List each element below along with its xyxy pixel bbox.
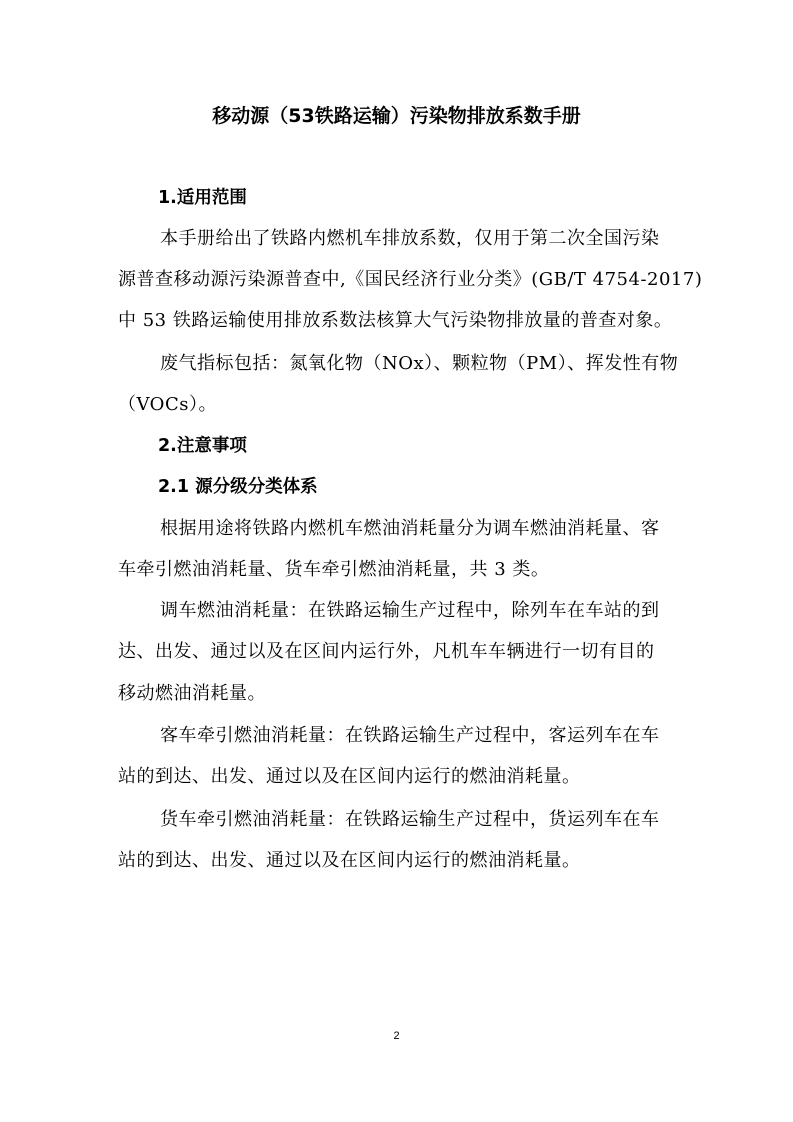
paragraph-line: （VOCs）。: [118, 394, 217, 415]
document-title: 移动源（53铁路运输）污染物排放系数手册: [212, 105, 581, 127]
subsection-heading-classification: 2.1 源分级分类体系: [158, 477, 318, 497]
section-heading-scope: 1.适用范围: [158, 188, 247, 208]
section-heading-notes: 2.注意事项: [158, 436, 247, 456]
paragraph-line: 本手册给出了铁路内燃机车排放系数，仅用于第二次全国污染: [160, 228, 660, 249]
paragraph-line: 废气指标包括：氮氧化物（NOx）、颗粒物（PM）、挥发性有物: [160, 353, 679, 374]
paragraph-line: 中 53 铁路运输使用排放系数法核算大气污染物排放量的普查对象。: [118, 310, 673, 331]
paragraph-line: 客车牵引燃油消耗量：在铁路运输生产过程中，客运列车在车: [160, 725, 660, 746]
paragraph-line: 货车牵引燃油消耗量：在铁路运输生产过程中，货运列车在车: [160, 809, 660, 830]
paragraph-line: 达、出发、通过以及在区间内运行外，凡机车车辆进行一切有目的: [118, 641, 655, 662]
page-number: 2: [393, 1030, 400, 1042]
paragraph-line: 调车燃油消耗量：在铁路运输生产过程中，除列车在车站的到: [160, 600, 660, 621]
paragraph-line: 源普查移动源污染源普查中,《国民经济行业分类》(GB/T 4754-2017): [118, 269, 703, 290]
paragraph-line: 站的到达、出发、通过以及在区间内运行的燃油消耗量。: [118, 766, 581, 787]
paragraph-line: 车牵引燃油消耗量、货车牵引燃油消耗量，共 3 类。: [118, 559, 550, 580]
paragraph-line: 移动燃油消耗量。: [118, 683, 266, 704]
paragraph-line: 根据用途将铁路内燃机车燃油消耗量分为调车燃油消耗量、客: [160, 518, 660, 539]
paragraph-line: 站的到达、出发、通过以及在区间内运行的燃油消耗量。: [118, 850, 581, 871]
